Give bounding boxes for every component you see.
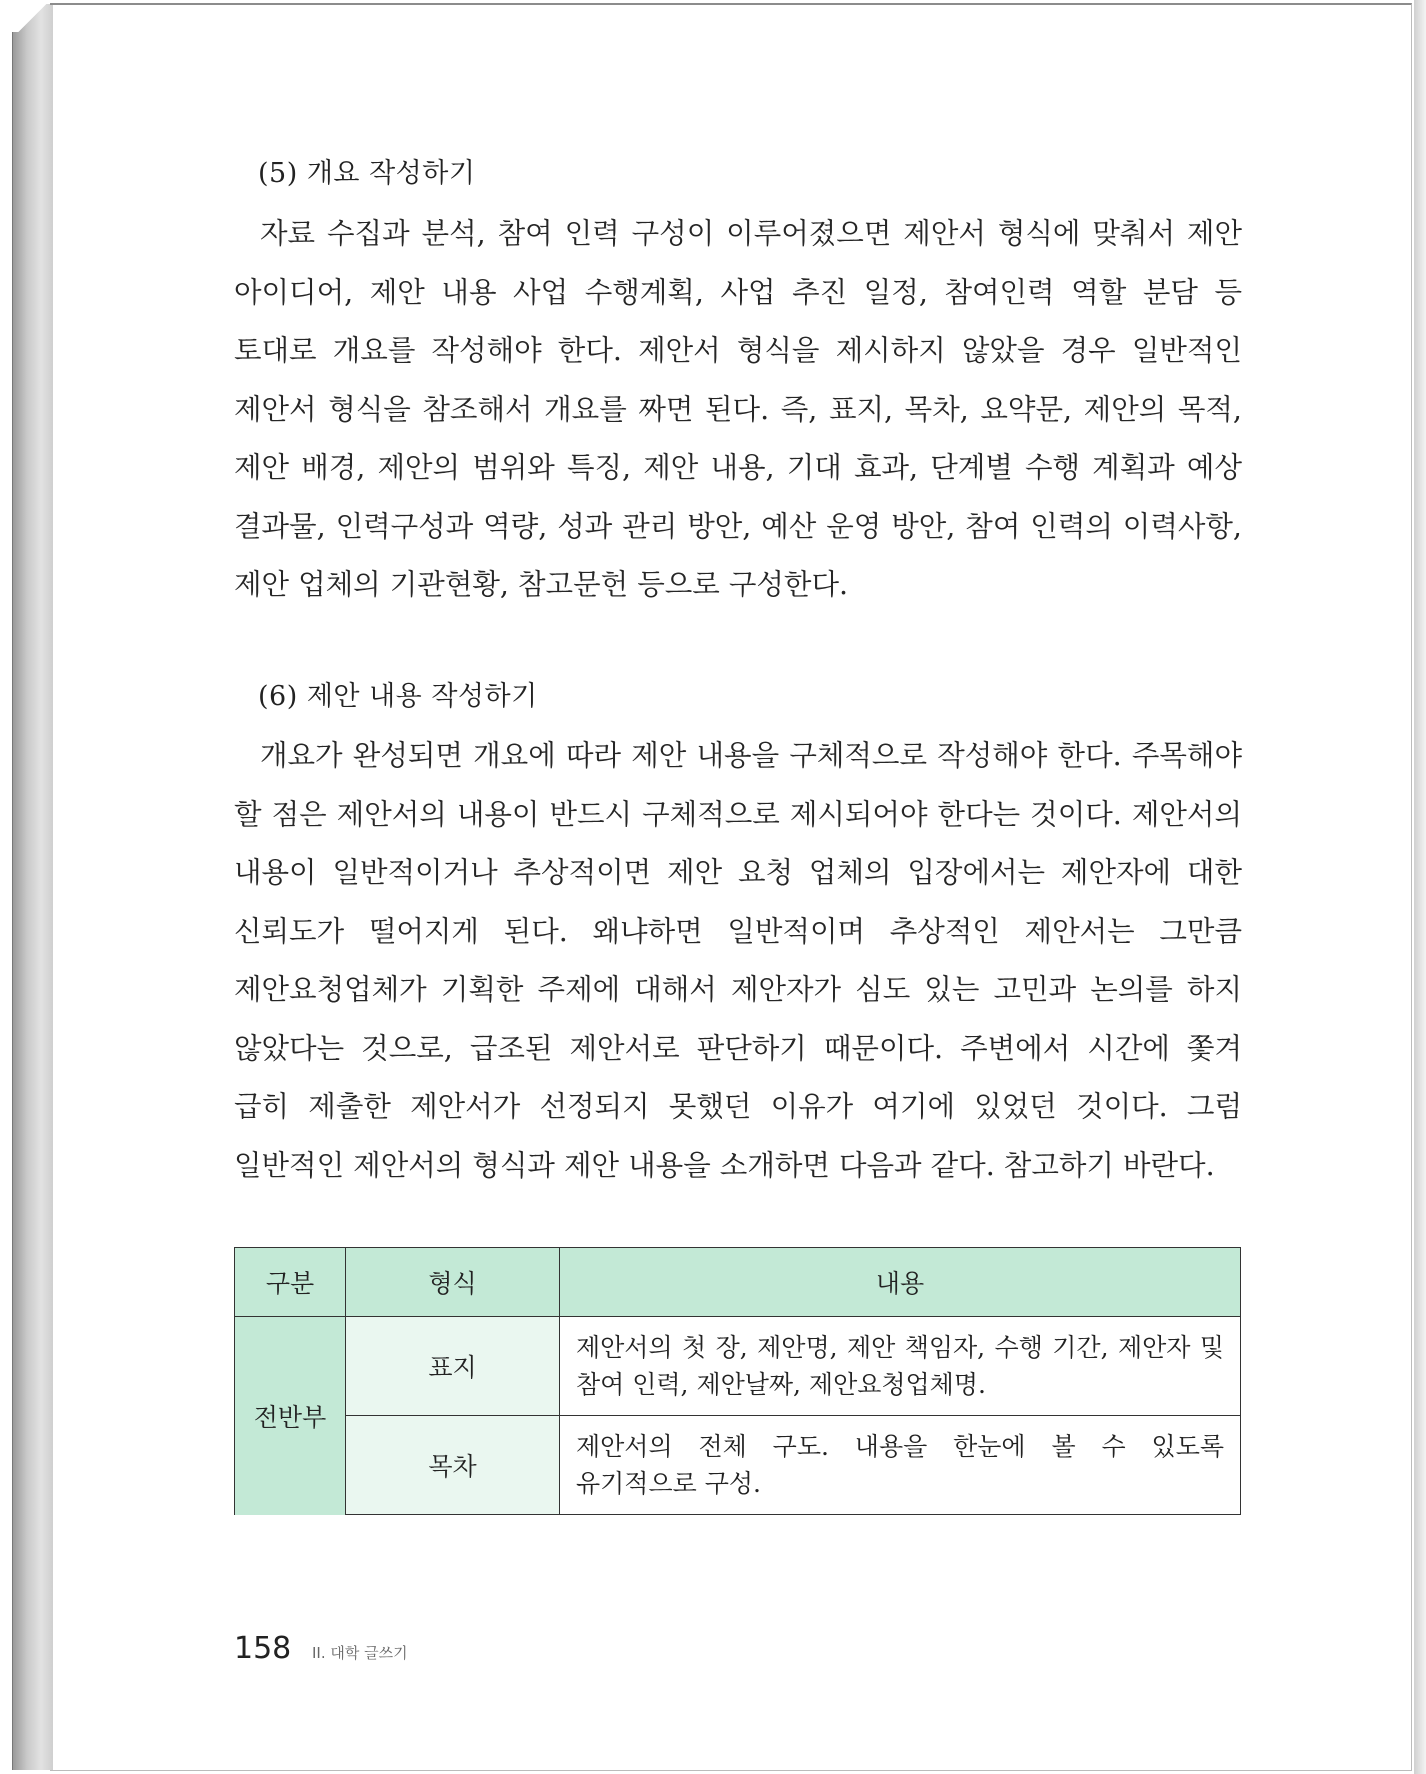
form-cell: 목차: [346, 1416, 560, 1515]
group-cell: 전반부: [235, 1317, 346, 1515]
form-cell: 표지: [346, 1317, 560, 1416]
chapter-label: II. 대학 글쓰기: [312, 1644, 408, 1662]
page-edge-shadow: [1414, 0, 1426, 1774]
table-header-row: [235, 1248, 1241, 1317]
content-cell: 제안서의 전체 구도. 내용을 한눈에 볼 수 있도록 유기적으로 구성.: [560, 1416, 1241, 1515]
table-row: [235, 1317, 1241, 1416]
proposal-format-table: [234, 1247, 1241, 1515]
section6-heading: (6) 제안 내용 작성하기: [258, 681, 538, 712]
section5-heading: (5) 개요 작성하기: [258, 158, 476, 189]
table-row: [235, 1416, 1241, 1515]
page-number: 158: [234, 1631, 292, 1666]
spine-corner: [12, 4, 52, 32]
header-content: 내용: [560, 1248, 1241, 1317]
section6-body: 개요가 완성되면 개요에 따라 제안 내용을 구체적으로 작성해야 한다. 주목해야 할 점은 제안서의 내용이 반드시 구체적으로 제시되어야 한다는 것이다. 제안서의 내용이 일반적이거나 추상적이면 제안 요청 업체의 입장에서는 제안자에 대한 신뢰도가 떨어지게 된다. 왜냐하면 일반적이며 추상적인 제안서는 그만큼 제안요청업체가 기획한 주제에 대해서 제안자가 심도 있는 고민과 논의를 하지 않았다는 것으로, 급조된 제안서로 판단하기 때문이다. 주변에서 시간에 쫓겨 급히 제출한 제안서가 선정되지 못했던 이유가 여기에 있었던 것이다. 그럼 일반적인 제안서의 형식과 제안 내용을 소개하면 다음과 같다. 참고하기 바란다.: [234, 739, 1242, 1182]
content-cell: 제안서의 첫 장, 제안명, 제안 책임자, 수행 기간, 제안자 및 참여 인력, 제안날짜, 제안요청업체명.: [560, 1317, 1241, 1416]
header-format: 형식: [346, 1248, 560, 1317]
book-spine: [12, 4, 53, 1770]
section5-body: 자료 수집과 분석, 참여 인력 구성이 이루어졌으면 제안서 형식에 맞춰서 제안 아이디어, 제안 내용 사업 수행계획, 사업 추진 일정, 참여인력 역할 분담 등 토대로 개요를 작성해야 한다. 제안서 형식을 제시하지 않았을 경우 일반적인 제안서 형식을 참조해서 개요를 짜면 된다. 즉, 표지, 목차, 요약문, 제안의 목적, 제안 배경, 제안의 범위와 특징, 제안 내용, 기대 효과, 단계별 수행 계획과 예상 결과물, 인력구성과 역량, 성과 관리 방안, 예산 운영 방안, 참여 인력의 이력사항, 제안 업체의 기관현황, 참고문헌 등으로 구성한다.: [234, 217, 1242, 601]
header-category: 구분: [235, 1248, 346, 1317]
